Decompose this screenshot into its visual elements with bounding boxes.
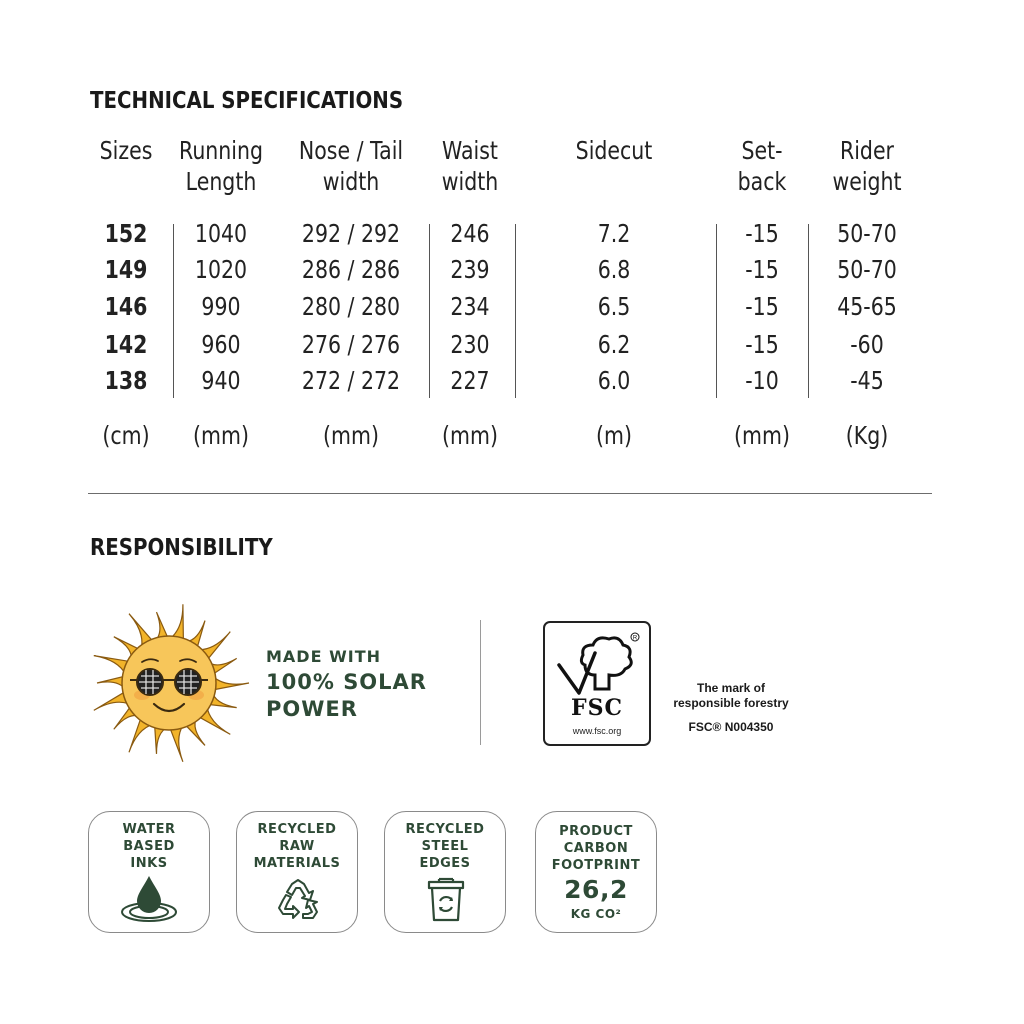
column-header: Sizes	[99, 136, 153, 165]
column-unit: (mm)	[442, 421, 498, 450]
fsc-tree-checkmark-icon	[555, 631, 641, 699]
badge-water-based-inks	[88, 811, 210, 933]
badge-recycled-steel-edges	[384, 811, 506, 933]
recycle-icon	[275, 878, 321, 922]
badge-label-1: RECYCLED	[405, 822, 485, 837]
sun-with-sunglasses-icon	[86, 600, 252, 766]
column-header: Waist	[442, 136, 498, 165]
spec-cell: 45-65	[837, 292, 897, 321]
column-unit: (mm)	[193, 421, 249, 450]
svg-text:R: R	[632, 635, 638, 642]
spec-cell: 50-70	[837, 219, 897, 248]
spec-cell: -45	[850, 366, 884, 395]
solar-line-2: 100% SOLAR	[266, 670, 427, 694]
badge-label-1: RECYCLED	[257, 822, 337, 837]
spec-cell: -15	[745, 255, 779, 284]
badge-label-3: EDGES	[419, 856, 471, 871]
spec-cell: -15	[745, 219, 779, 248]
fsc-caption-line-2: responsible forestry	[673, 696, 789, 710]
column-unit: (Kg)	[845, 421, 889, 450]
column-header-line-2: width	[441, 167, 499, 196]
spec-cell: 7.2	[597, 219, 631, 248]
spec-cell: 1020	[194, 255, 248, 284]
column-header: Nose / Tail	[298, 136, 404, 165]
spec-cell: 230	[450, 330, 490, 359]
spec-cell: 246	[450, 219, 490, 248]
badge-label-3: MATERIALS	[253, 856, 341, 871]
spec-cell: 960	[201, 330, 241, 359]
size-value: 142	[104, 330, 148, 359]
carbon-footprint-unit: KG CO²	[570, 907, 622, 921]
spec-cell: 6.8	[597, 255, 631, 284]
column-separator	[515, 224, 516, 398]
column-separator	[808, 224, 809, 398]
spec-cell: -10	[745, 366, 779, 395]
column-header: Set-	[741, 136, 783, 165]
spec-cell: 276 / 276	[301, 330, 401, 359]
solar-line-3: POWER	[266, 697, 358, 721]
column-unit: (cm)	[102, 421, 150, 450]
section-divider	[88, 493, 932, 494]
badge-label-2: CARBON	[563, 841, 629, 856]
column-separator	[173, 224, 174, 398]
technical-specifications-title: TECHNICAL SPECIFICATIONS	[90, 88, 404, 114]
sun-ray	[212, 676, 249, 690]
badge-label-2: RAW	[279, 839, 315, 854]
spec-cell: 239	[450, 255, 490, 284]
spec-cell: -15	[745, 292, 779, 321]
spec-cell: -60	[850, 330, 884, 359]
spec-cell: -15	[745, 330, 779, 359]
size-value: 149	[104, 255, 148, 284]
spec-cell: 286 / 286	[301, 255, 401, 284]
spec-cell: 292 / 292	[301, 219, 401, 248]
badge-product-carbon-footprint	[535, 811, 657, 933]
spec-cell: 940	[201, 366, 241, 395]
column-header-line-2: weight	[832, 167, 902, 196]
column-header: Running	[178, 136, 264, 165]
carbon-footprint-value: 26,2	[564, 875, 628, 904]
spec-cell: 50-70	[837, 255, 897, 284]
spec-cell: 6.2	[597, 330, 631, 359]
size-value: 138	[104, 366, 148, 395]
badge-recycled-raw-materials	[236, 811, 358, 933]
badge-label-3: INKS	[130, 856, 168, 871]
column-header: Sidecut	[575, 136, 653, 165]
size-value: 146	[104, 292, 148, 321]
column-separator	[429, 224, 430, 398]
badge-label-2: STEEL	[421, 839, 469, 854]
column-unit: (m)	[596, 421, 632, 450]
column-header: Rider	[839, 136, 895, 165]
spec-cell: 990	[201, 292, 241, 321]
fsc-caption-line-1: The mark of	[696, 681, 765, 695]
spec-cell: 6.0	[597, 366, 631, 395]
badge-label-1: WATER	[122, 822, 176, 837]
badge-label-2: BASED	[123, 839, 175, 854]
spec-cell: 227	[450, 366, 490, 395]
spec-cell: 1040	[194, 219, 248, 248]
spec-cell: 6.5	[597, 292, 631, 321]
recycle-bin-icon	[425, 876, 467, 924]
badge-label-3: FOOTPRINT	[551, 858, 641, 873]
fsc-url: www.fsc.org	[572, 726, 622, 736]
fsc-license-code: FSC® N004350	[688, 720, 774, 734]
spec-cell: 234	[450, 292, 490, 321]
column-header-line-2: Length	[185, 167, 257, 196]
column-unit: (mm)	[323, 421, 379, 450]
spec-cell: 280 / 280	[301, 292, 401, 321]
fsc-logo	[543, 621, 651, 746]
column-header-line-2: width	[322, 167, 380, 196]
size-value: 152	[104, 219, 148, 248]
responsibility-divider	[480, 620, 481, 745]
column-separator	[716, 224, 717, 398]
column-unit: (mm)	[734, 421, 790, 450]
column-header-line-2: back	[737, 167, 787, 196]
solar-line-1: MADE WITH	[266, 647, 381, 666]
responsibility-title: RESPONSIBILITY	[90, 535, 273, 561]
fsc-logo-text: FSC	[570, 695, 624, 721]
spec-cell: 272 / 272	[301, 366, 401, 395]
badge-label-1: PRODUCT	[559, 824, 633, 839]
water-drop-icon	[118, 874, 180, 924]
